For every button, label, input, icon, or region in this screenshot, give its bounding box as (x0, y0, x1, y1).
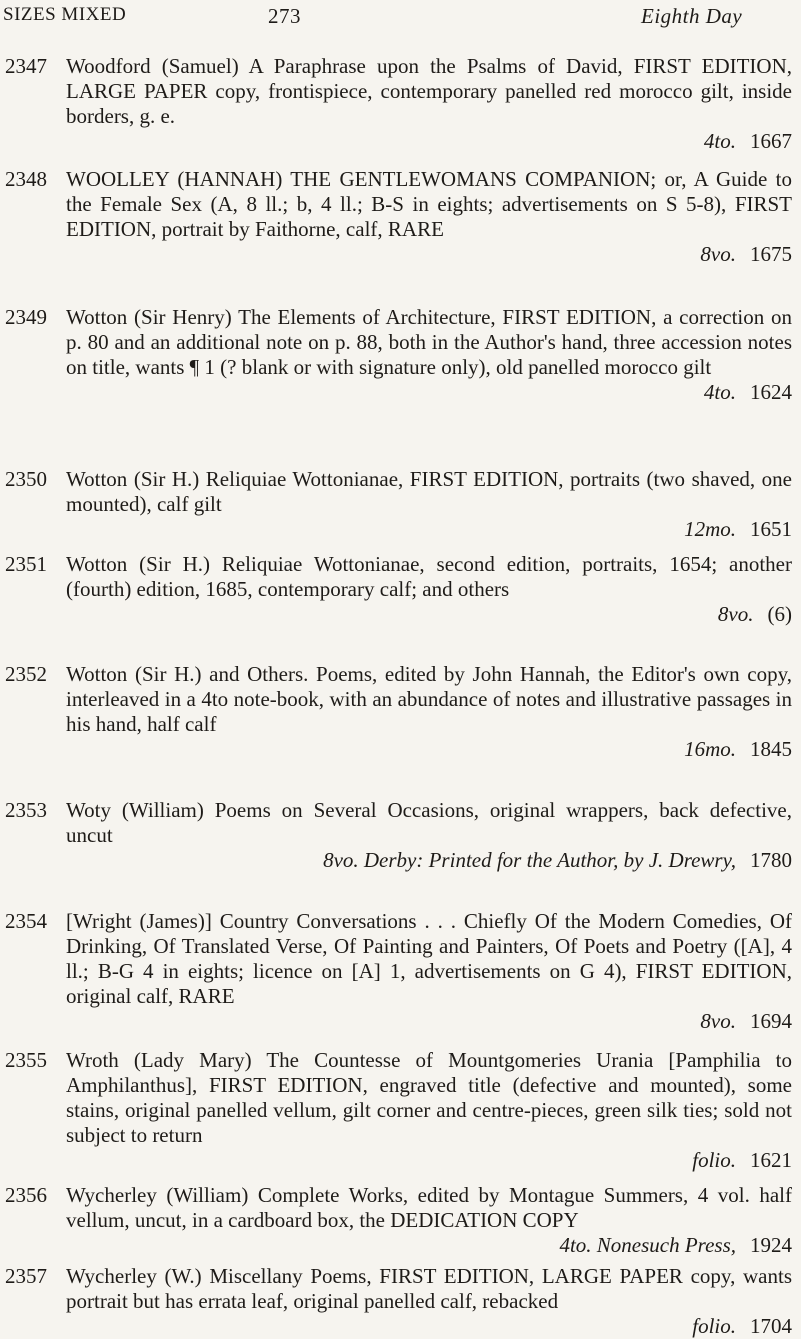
lot-date: 1924 (750, 1233, 792, 1257)
lot-text: Wycherley (W.) Miscellany Poems, FIRST EDITION, LARGE PAPER copy, wants portrait but has errata leaf, original panelled calf, rebacked (66, 1264, 792, 1313)
lot-number: 2349 (5, 305, 47, 329)
lot-description (66, 467, 792, 542)
lot-format: 8vo. (700, 242, 736, 266)
lot-number: 2352 (5, 662, 47, 686)
lot-number: 2351 (5, 552, 47, 576)
page-header (0, 4, 801, 34)
lot-text: Wotton (Sir Henry) The Elements of Architecture, FIRST EDITION, a correction on p. 80 and an additional note on p. 88, both in the Author's hand, three accession notes on title, wants ¶ 1 (? blank or with signature only), old panelled morocco gilt (66, 305, 792, 379)
lot-text: Wotton (Sir H.) Reliquiae Wottonianae, second edition, portraits, 1654; another (fourth) edition, 1685, contemporary calf; and others (66, 552, 792, 601)
lot-number: 2353 (5, 798, 47, 822)
lot-date: 1675 (750, 242, 792, 266)
lot-format: 4to. Nonesuch Press, (559, 1233, 736, 1257)
lot-number: 2348 (5, 167, 47, 191)
lot-format: folio. (692, 1148, 736, 1172)
lot-date: 1624 (750, 380, 792, 404)
lot-description (66, 798, 792, 873)
lot-number: 2357 (5, 1264, 47, 1288)
lot-date: 1667 (750, 129, 792, 153)
lot-description (66, 167, 792, 267)
header-section-title: SIZES MIXED (3, 4, 127, 25)
lot-format: 8vo. Derby: Printed for the Author, by J. Drewry, (323, 848, 736, 872)
lot-description (66, 552, 792, 627)
lot-format: 4to. (703, 380, 736, 404)
lot-text: Wotton (Sir H.) and Others. Poems, edited by John Hannah, the Editor's own copy, interleaved in a 4to note-book, with an abundance of notes and illustrative passages in his hand, half calf (66, 662, 792, 736)
lot-format: 12mo. (684, 517, 736, 541)
lot-date: 1845 (750, 737, 792, 761)
page-number: 273 (268, 4, 301, 28)
lot-date: 1780 (750, 848, 792, 872)
lot-description (66, 662, 792, 762)
lot-date: 1704 (750, 1314, 792, 1338)
header-day-label: Eighth Day (641, 4, 743, 28)
lot-description (66, 909, 792, 1034)
lot-text: Wroth (Lady Mary) The Countesse of Mountgomeries Urania [Pamphilia to Amphilanthus], FIRST EDITION, engraved title (defective and mounted), some stains, original panelled vellum, gilt corner and centre-pieces, green silk ties; sold not subject to return (66, 1048, 792, 1147)
lot-description (66, 54, 792, 154)
lot-text: Woty (William) Poems on Several Occasions, original wrappers, back defective, uncut (66, 798, 792, 847)
lot-date: (6) (767, 602, 792, 626)
lot-number: 2350 (5, 467, 47, 491)
lot-description (66, 305, 792, 405)
lot-text: [Wright (James)] Country Conversations . . . Chiefly Of the Modern Comedies, Of Drinking, Of Translated Verse, Of Painting and Painters, Of Poets and Poetry ([A], 4 ll.; B-G 4 in eights; licence on [A] 1, advertisements on G 4), FIRST EDITION, original calf, RARE (66, 909, 792, 1008)
lot-number: 2356 (5, 1183, 47, 1207)
lot-number: 2354 (5, 909, 47, 933)
lot-text: WOOLLEY (HANNAH) THE GENTLEWOMANS COMPANION; or, A Guide to the Female Sex (A, 8 ll.; b, 4 ll.; B-S in eights; advertisements on S 5-8), FIRST EDITION, portrait by Faithorne, calf, RARE (66, 167, 792, 241)
lot-number: 2355 (5, 1048, 47, 1072)
lot-format: 16mo. (684, 737, 736, 761)
lot-format: 4to. (703, 129, 736, 153)
lot-text: Wotton (Sir H.) Reliquiae Wottonianae, FIRST EDITION, portraits (two shaved, one mounted), calf gilt (66, 467, 792, 516)
lot-number: 2347 (5, 54, 47, 78)
lot-description (66, 1264, 792, 1339)
lot-date: 1651 (750, 517, 792, 541)
lot-format: 8vo. (717, 602, 754, 626)
lot-text: Woodford (Samuel) A Paraphrase upon the Psalms of David, FIRST EDITION, LARGE PAPER copy, frontispiece, contemporary panelled red morocco gilt, inside borders, g. e. (66, 54, 792, 128)
lot-date: 1694 (750, 1009, 792, 1033)
lot-format: folio. (692, 1314, 736, 1338)
lot-text: Wycherley (William) Complete Works, edited by Montague Summers, 4 vol. half vellum, uncut, in a cardboard box, the DEDICATION COPY (66, 1183, 792, 1232)
lot-date: 1621 (750, 1148, 792, 1172)
lot-description (66, 1183, 792, 1258)
lot-format: 8vo. (700, 1009, 736, 1033)
lot-description (66, 1048, 792, 1173)
